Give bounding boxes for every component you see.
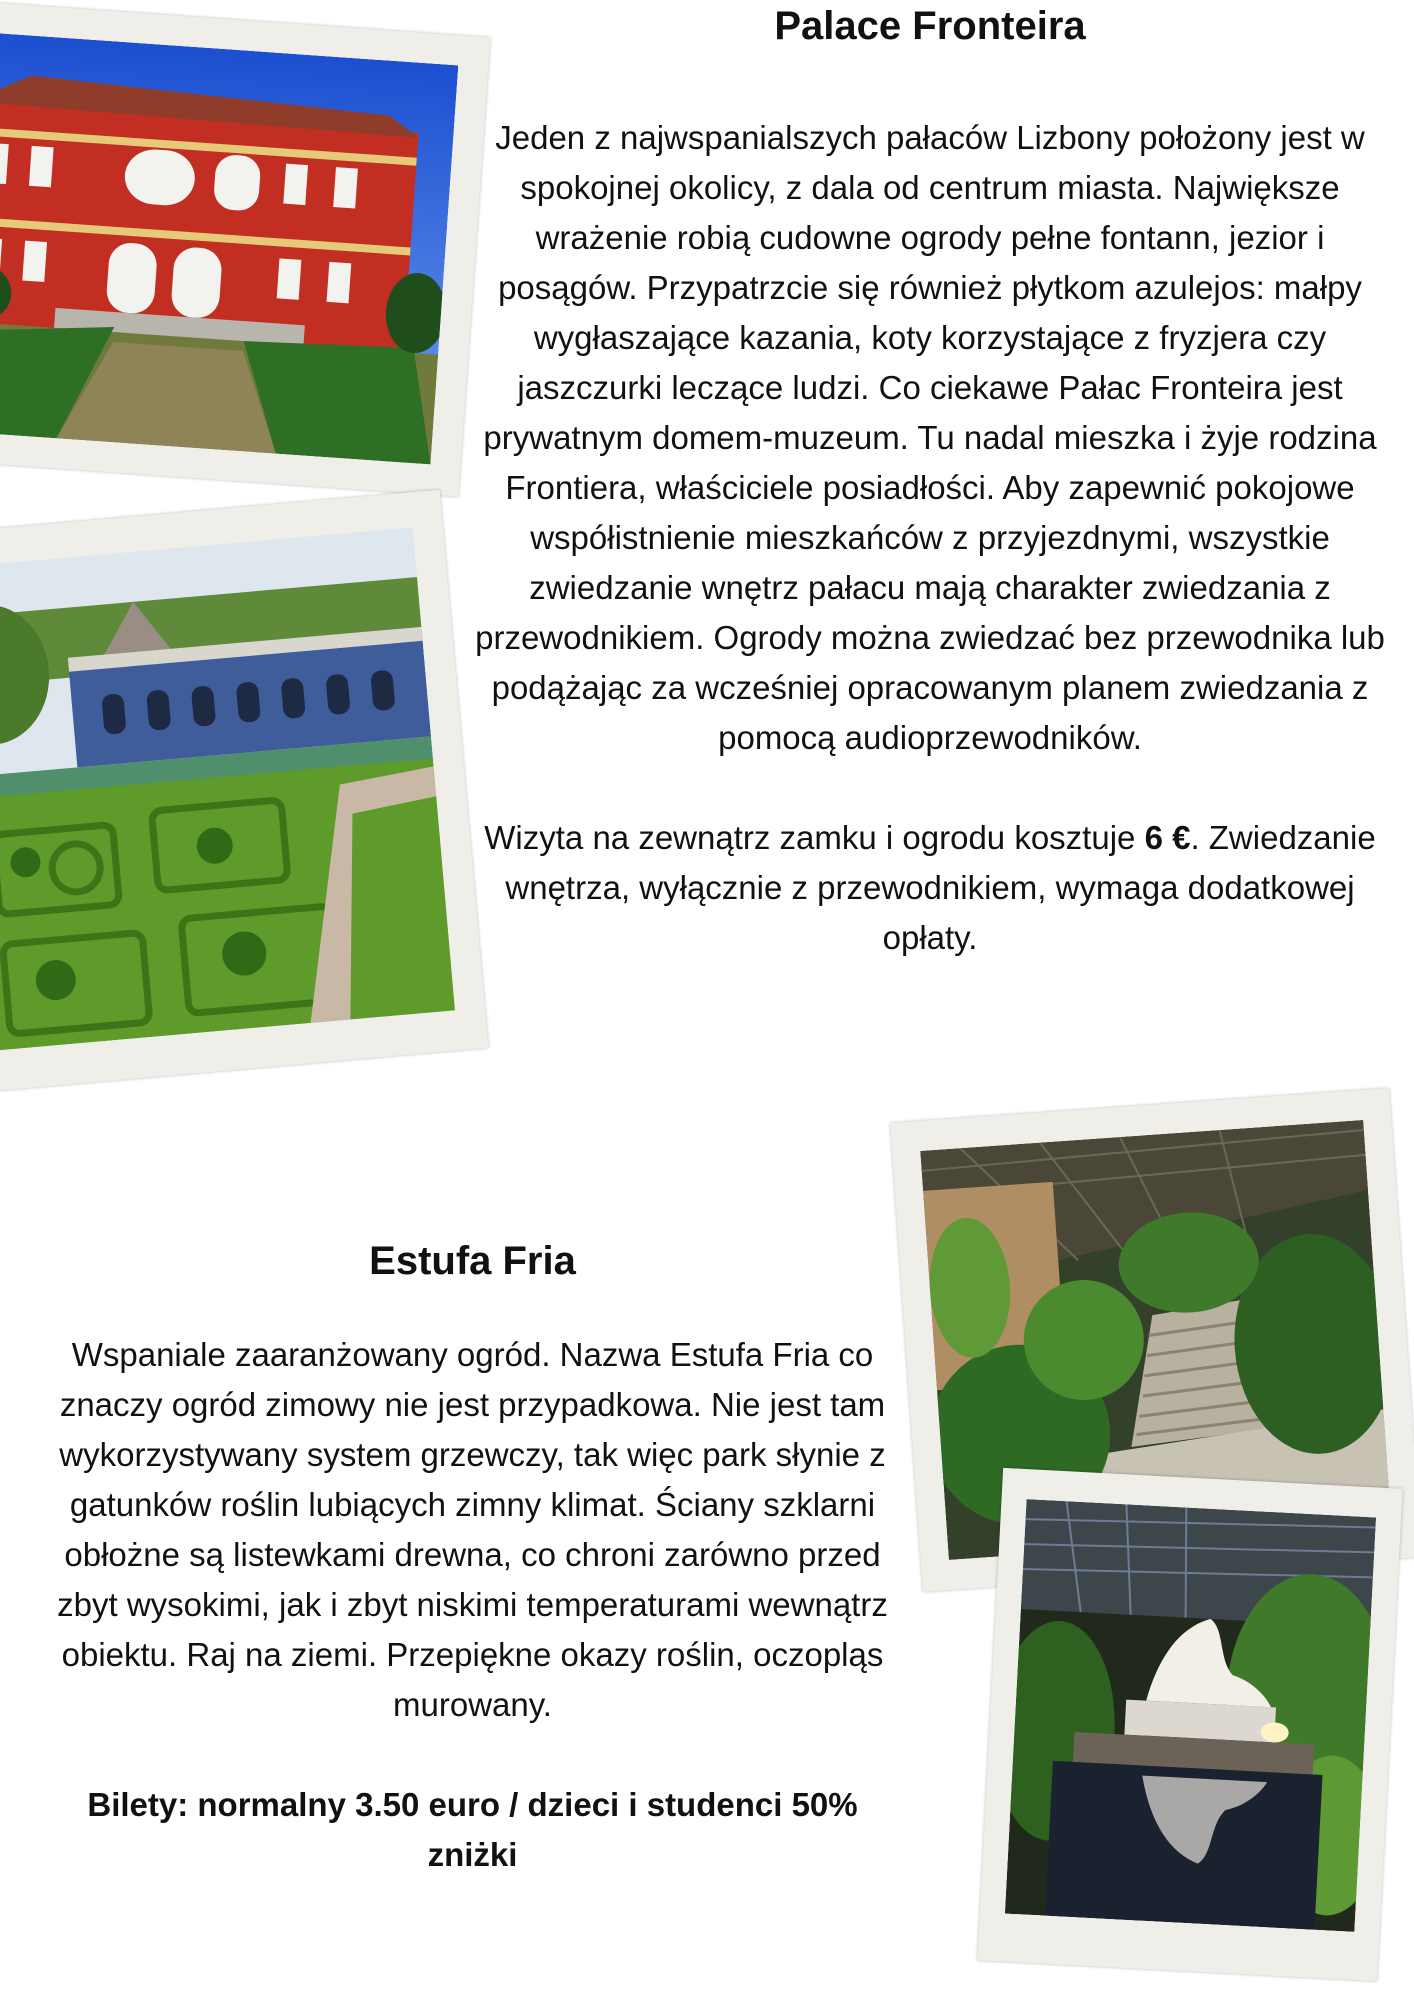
palace-fronteira-title: Palace Fronteira [774, 4, 1086, 48]
price-text-before: Wizyta na zewnątrz zamku i ogrodu kosztuje [484, 819, 1145, 856]
palace-fronteira-text [470, 113, 1390, 963]
paragraph-spacer [470, 763, 1390, 813]
estufa-fria-text [45, 1330, 900, 1880]
photo-palace-facade [0, 32, 458, 465]
palace-fronteira-paragraph: Jeden z najwspanialszych pałaców Lizbony położony jest w spokojnej okolicy, z dala od centrum miasta. Największe wrażenie robią cudowne ogrody pełne fontann, jezior i posągów. Przypatrzcie się również płytkom azulejos: małpy wygłaszające kazania, koty korzystające z fryzjera czy jaszczurki leczące ludzi. Co ciekawe Pałac Fronteira jest prywatnym domem-muzeum. Tu nadal mieszka i żyje rodzina Frontiera, właściciele posiadłości. Aby zapewnić pokojowe współistnienie mieszkańców z przyjezdnymi, wszystkie zwiedzanie wnętrz pałacu mają charakter zwiedzania z przewodnikiem. Ogrody można zwiedzać bez przewodnika lub podążając za wcześniej opracowanym planem zwiedzania z pomocą audioprzewodników. [475, 119, 1385, 756]
paragraph-spacer [45, 1730, 900, 1780]
estufa-fria-tickets: Bilety: normalny 3.50 euro / dzieci i studenci 50% zniżki [87, 1786, 858, 1873]
polaroid-palace-garden [0, 490, 488, 1094]
photo-greenhouse-statue [1005, 1499, 1376, 1932]
photo-palace-garden [0, 527, 455, 1052]
estufa-fria-title: Estufa Fria [369, 1239, 576, 1283]
estufa-fria-paragraph: Wspaniale zaaranżowany ogród. Nazwa Estufa Fria co znaczy ogród zimowy nie jest przypadkowa. Nie jest tam wykorzystywany system grzewczy, tak więc park słynie z gatunków roślin lubiących zimny klimat. Ściany szklarni obłożne są listewkami drewna, co chroni zarówno przed zbyt wysokimi, jak i zbyt niskimi temperaturami wewnątrz obiektu. Raj na ziemi. Przepiękne okazy roślin, oczopląs murowany. [57, 1336, 888, 1723]
price-text-after: . Zwiedzanie wnętrza, wyłącznie z przewodnikiem, wymaga dodatkowej opłaty. [505, 819, 1376, 956]
polaroid-palace-facade [0, 0, 490, 496]
polaroid-greenhouse-statue [977, 1468, 1402, 1981]
palace-fronteira-price [470, 813, 1390, 963]
price-value: 6 € [1144, 819, 1191, 856]
